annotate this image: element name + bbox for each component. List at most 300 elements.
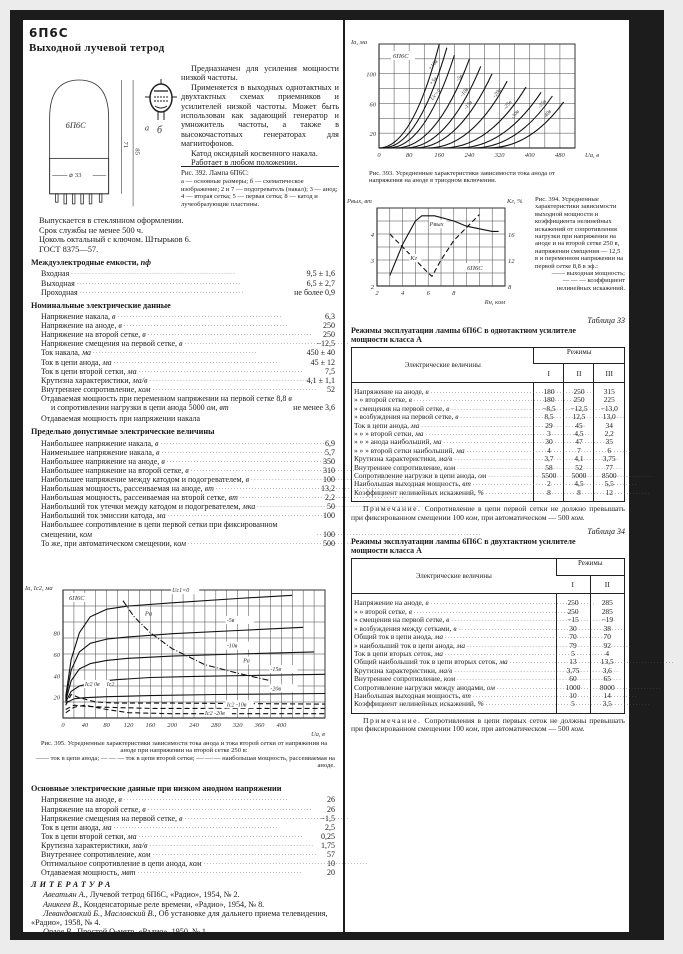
leader-dots (153, 385, 325, 394)
low-voltage-heading: Основные электрические данные при низком анодном напряжении (31, 784, 282, 793)
leader-dots (497, 684, 552, 692)
capacitances-rows (41, 269, 335, 296)
table-row-unit: ма (499, 657, 508, 667)
spec-label: Наименьшее напряжение накала, (41, 447, 154, 457)
spec-unit: ком (79, 529, 92, 539)
leader-dots (168, 511, 321, 520)
table-cell: 58 (534, 464, 564, 472)
x-tick-label: 80 (405, 152, 413, 159)
spec-row (41, 339, 335, 348)
table-cell: 70 (556, 633, 590, 641)
table-cell: 30 (556, 625, 590, 633)
fig394-legend-solid (535, 270, 625, 277)
leader-dots (454, 455, 529, 463)
leader-dots (184, 339, 314, 348)
table-row-label: Крутизна характеристики, (354, 665, 437, 675)
table-row-label: Коэффициент нелинейных искажений, (354, 699, 476, 709)
spec-label: Наибольший ток утечки между катодом и подогревателем, (41, 502, 241, 512)
note-unit: ком, (465, 724, 480, 734)
label-a: а (144, 122, 150, 133)
table-row-label: Коэффициент нелинейных искажений, (354, 487, 476, 497)
x-tick-label: 160 (434, 152, 445, 159)
note-unit: ком, (465, 512, 480, 522)
table-cell: 70 (590, 633, 624, 641)
leader-dots (459, 625, 552, 633)
table-mode-header: I (571, 580, 574, 590)
spec-unit: ма (127, 366, 137, 376)
series-label: -20в (270, 686, 282, 693)
table-row-unit: ма (434, 632, 444, 642)
power-line2-unit: ом, вт (206, 403, 229, 413)
spec-unit: ма (102, 822, 112, 832)
table-row-label: Наибольшая выходная мощность, (354, 479, 461, 489)
leader-dots (421, 422, 529, 430)
series-label: -5в (226, 618, 235, 624)
table-row-label: » возбуждения между сетками, (354, 623, 452, 633)
spec-row (41, 832, 335, 841)
table-cell: −15 (556, 616, 590, 624)
table-cell: 2 (534, 480, 564, 488)
series-label: -20в (491, 87, 503, 100)
spec-unit: ма (127, 831, 137, 841)
table-cell: 5 (556, 700, 590, 708)
spec-label: Наибольшее напряжение на аноде, (41, 456, 160, 466)
table-row-unit: вт (462, 690, 471, 700)
literature-author: Аникеев В., (43, 899, 82, 909)
x-tick-label: 160 (145, 722, 156, 729)
spec-unit: ма/в (132, 840, 148, 850)
table-cell: 250 (556, 608, 590, 616)
spec-label: Ток в цепи анода, (41, 822, 101, 832)
nominal-heading: Номинальные электрические данные (31, 300, 171, 310)
nominal-power (41, 394, 335, 423)
spec-unit: в (179, 339, 183, 349)
spec-unit: ма (156, 511, 166, 521)
legend-dashed-sample: — — — (100, 754, 124, 762)
fig392-schematic (143, 76, 179, 136)
series-label: Ic2 0в (84, 682, 100, 688)
spec-value: 57 (327, 849, 335, 859)
spec-row (41, 868, 335, 877)
table-cell: 4,1 (564, 455, 594, 463)
spec-value: 20 (327, 868, 335, 878)
table34-number: Таблица 34 (587, 527, 625, 537)
y-left-axis-label: Pвых, вт (347, 198, 372, 205)
y-tick-label: 4 (370, 232, 374, 239)
table-row-unit: в (425, 598, 429, 608)
spec-label: Внутреннее сопротивление, (41, 849, 137, 859)
left-column (23, 20, 341, 937)
spec-value: 500 (323, 538, 335, 548)
table-cell: 12 (594, 489, 624, 497)
table-cell: 35 (594, 438, 624, 446)
note-body: Сопротивления в цепи первых сеток не должны превышать при фиксированном смещении 100 (351, 715, 625, 734)
table34-grid (352, 559, 624, 712)
table-row-label: Общий наибольший ток в цепи вторых сеток, (354, 657, 498, 667)
fig392-caption-body: а — основные размеры; б — схематическое изображение; 2 и 7 — подогреватель (накал); 3 — анод; 4 — вторая сетка; 5 — первая сетка; 8 — катод и лучеобразующие пластины. (181, 178, 338, 208)
bulb-label: 6П6С (65, 120, 86, 131)
release-line: ГОСТ 8375—57. (39, 244, 99, 254)
note-unit: ком. (571, 512, 585, 522)
leader-dots (251, 475, 321, 484)
spec-value: 1,75 (321, 840, 335, 850)
spec-value: 0,25 (321, 831, 335, 841)
table-cell: 250 (564, 388, 594, 396)
table-row-unit: вт (462, 479, 471, 489)
x-axis-label: Ua, в (310, 731, 325, 738)
spec-value: 10 (327, 859, 335, 869)
spec-unit: в (185, 465, 189, 475)
leader-dots (138, 868, 325, 877)
spec-value: 350 (323, 456, 335, 466)
table34-title: Режимы эксплуатации лампы 6П6С в двухтактном усилителе мощности класса А (351, 537, 576, 556)
spec-label: Крутизна характеристики, (41, 375, 131, 385)
y-axis-label: Ia, ма (351, 39, 368, 46)
chart-inset-label: 6П6С (69, 595, 85, 602)
dim-71: 71 (121, 141, 129, 149)
y-tick-label: 60 (369, 101, 376, 109)
legend-dashdot-label: наибольшая мощность, рассеиваемая на аноде. (222, 754, 335, 770)
literature-section (31, 880, 335, 936)
table-cell: −19 (590, 616, 624, 624)
spec-label: Напряжение на аноде, (41, 795, 117, 805)
spec-unit: ком (138, 384, 151, 394)
y-tick-label: 3 (370, 258, 374, 265)
leader-dots (204, 859, 325, 868)
spec-unit: в (161, 456, 165, 466)
spec-row (41, 502, 335, 511)
leader-dots (431, 599, 552, 607)
legend-dashed-sample: — — — (562, 277, 586, 285)
note-head: Примечание. (363, 504, 422, 514)
note-head: Примечание. (363, 715, 422, 725)
spec-unit: мвт (121, 868, 136, 878)
spec-value: 100 (323, 511, 335, 521)
table-mode-header: I (547, 368, 550, 378)
spec-unit: в (245, 475, 250, 484)
limits-heading: Предельно допустимые электрические величины (31, 427, 215, 437)
table-cell: 30 (534, 438, 564, 446)
x-tick-label: 8 (452, 290, 456, 297)
series-label: -15в (463, 99, 475, 112)
table-cell: 4,5 (564, 430, 594, 438)
table-cell: 79 (556, 642, 590, 650)
literature-author: Левандовский Б., Масловский В., (43, 908, 157, 918)
spec-label: Ток в цепи второй сетки, (41, 366, 126, 376)
x-tick-label: 40 (81, 722, 89, 729)
spec-unit: ма (81, 348, 92, 358)
leader-dots (488, 472, 529, 480)
x-tick-label: 6 (426, 290, 430, 297)
spec-unit: в (118, 321, 122, 331)
spec-label: Ток накала, (41, 348, 80, 358)
spec-row (41, 520, 335, 538)
tube-type: 6П6С (29, 26, 69, 40)
spec-label: Наибольшее напряжение между катодом и подогревателем, (41, 475, 244, 484)
table-row-label: » смещения на первой сетке, (354, 615, 445, 625)
x-tick-label: 200 (167, 722, 178, 729)
leader-dots (149, 841, 319, 850)
y-right-tick-label: 12 (508, 258, 515, 265)
spec-label: Ток в цепи второй сетки, (41, 831, 126, 841)
low-voltage-rows (41, 795, 335, 877)
leader-dots (77, 279, 305, 288)
literature-list (31, 890, 335, 936)
spec-label: Наибольшее напряжение на второй сетке, (41, 465, 184, 475)
note-mid: при автоматическом — 500 (481, 724, 570, 734)
table-cell: 29 (534, 422, 564, 430)
spec-unit: ма/в (132, 375, 148, 385)
leader-dots (431, 388, 530, 396)
dim-85: 85 (133, 148, 141, 156)
x-axis-label: Rн, ком (484, 299, 505, 306)
leader-dots (451, 405, 529, 413)
legend-dashed-label: коэффициент нелинейных искажений. (556, 277, 625, 292)
literature-text: Лучевой тетрод 6П6С, «Радио», 1954, № 2. (89, 890, 240, 900)
spec-row (41, 367, 335, 376)
table-row-unit: ма (434, 648, 443, 658)
table-row (352, 489, 624, 497)
table-row-label: » смещения на первой сетке, (354, 403, 445, 413)
table-row-unit: ма/в (438, 454, 453, 464)
table-row-label: Наибольшая выходная мощность, (354, 690, 461, 700)
table-row-unit: ом (478, 471, 487, 481)
spec-value: 9,5 ± 1,6 (306, 269, 335, 279)
leader-dots (486, 700, 552, 708)
low-voltage-section (31, 784, 335, 877)
series-label: -15в (270, 667, 282, 674)
spec-label: Выходная (41, 278, 75, 288)
spec-row (41, 269, 335, 278)
leader-dots (191, 466, 321, 475)
x-tick-label: 400 (276, 722, 287, 729)
table-cell: 250 (564, 396, 594, 404)
series-label: Ic2 -20в (204, 710, 225, 717)
leader-dots (460, 413, 529, 421)
table-cell: 45 (564, 422, 594, 430)
literature-item (31, 909, 335, 927)
spec-row (41, 439, 335, 448)
limits-rows (41, 439, 335, 548)
x-tick-label: 400 (524, 152, 535, 159)
series-label: -10в (459, 86, 471, 99)
power-line1-unit: в (288, 393, 292, 403)
fig392-tube-drawing (37, 60, 155, 218)
table-cell: 1000 (556, 684, 590, 692)
spec-label: Наибольшая мощность, рассеиваемая на аноде, (41, 484, 203, 494)
table-cell: 12,5 (564, 413, 594, 421)
spec-row (41, 279, 335, 288)
table-cell: 8,5 (534, 413, 564, 421)
table-cell: 285 (590, 599, 624, 607)
fig392-caption-head: Рис. 392. Лампа 6П6С: (181, 169, 249, 177)
power-line1-text: Отдаваемая мощность при переменном напряжении на первой сетке 8,8 (41, 393, 287, 403)
table-modes-header: Режимы (556, 559, 624, 575)
spec-row (41, 795, 335, 804)
label-b: б (157, 125, 163, 136)
tables-flow (351, 316, 625, 734)
series-label: Uc=0 (429, 88, 443, 102)
table-cell: 14 (590, 692, 624, 700)
fig393-chart (349, 28, 600, 170)
leader-dots (114, 823, 323, 832)
spec-unit: ком (189, 859, 202, 869)
leader-dots (510, 658, 552, 666)
spec-value: 26 (327, 804, 335, 814)
leader-dots (257, 502, 325, 511)
spec-unit: мка (242, 502, 256, 512)
table-cell: 52 (564, 464, 594, 472)
y-tick-label: 60 (53, 652, 60, 659)
legend-solid-sample: —— (551, 270, 565, 278)
table-cell: 5 (556, 650, 590, 658)
spec-row (41, 841, 335, 850)
spec-value: 2,5 (325, 822, 335, 832)
table-row-unit: ком (443, 674, 456, 684)
spec-unit: ком (138, 849, 151, 859)
y-tick-label: 80 (53, 630, 60, 638)
table-row-unit: в (455, 412, 459, 422)
spec-unit: в (118, 795, 122, 805)
series-label: Uc1=0 (172, 588, 190, 595)
kg-curve-label: Kг (410, 255, 418, 262)
leader-dots (80, 288, 292, 297)
table-cell: 92 (590, 642, 624, 650)
table-row-unit: % (477, 487, 484, 497)
table-col-header: Электрические величины (415, 572, 492, 581)
table-row-label: Ток в цепи вторых сеток, (354, 648, 433, 658)
table-cell: 315 (594, 388, 624, 396)
literature-text: Об установке для дальнего приема телевидения, «Радио», 1958, № 4. (31, 908, 328, 928)
spec-value: 310 (323, 465, 335, 475)
literature-author: Орлов В., (43, 927, 76, 937)
table-cell: 38 (590, 625, 624, 633)
power-value: не менее 3,6 (293, 403, 335, 413)
table-row-label: Крутизна характеристики, (354, 454, 437, 464)
leader-dots (114, 358, 309, 367)
literature-heading: ЛИТЕРАТУРА (31, 880, 114, 890)
dim-diameter: ⌀ 33 (69, 171, 82, 179)
table-row-unit: в (446, 615, 450, 625)
leader-dots (149, 376, 304, 385)
spec-label: Наибольший ток эмиссии катода, (41, 511, 155, 521)
spec-unit: в (142, 330, 146, 340)
series-line (66, 705, 325, 714)
legend-solid-label: выходная мощность; (566, 270, 625, 278)
leader-dots (118, 312, 323, 321)
table-row-label: » » второй сетке, (354, 606, 407, 616)
x-tick-label: 320 (494, 152, 505, 159)
y-axis-label: Ia, Ic2, ма (25, 585, 53, 592)
table-cell: 2,2 (594, 430, 624, 438)
spec-value: 6,5 ± 2,7 (306, 278, 335, 288)
table-row-label: Сопротивление нагрузки между анодами, (354, 682, 485, 692)
capacitances-heading-unit: пф (140, 258, 152, 267)
x-tick-label: 4 (400, 290, 405, 297)
table-cell: 65 (590, 675, 624, 683)
leader-dots (184, 814, 318, 823)
spec-row (41, 493, 335, 502)
power-line1 (41, 394, 335, 403)
table-cell: 7 (564, 447, 594, 455)
fig395-caption-title: Рис. 395. Усредненные характеристики зависимости тока анода и тока второй сетки от напряжения на аноде при напряжении на второй сетке 250 в: (40, 740, 328, 755)
table-row-unit: ма (415, 429, 424, 439)
table-cell: 3 (534, 430, 564, 438)
table-row-label: » » » второй сетки, (354, 429, 414, 439)
y-right-tick-label: 16 (508, 232, 515, 239)
y-right-axis-label: Kг, % (507, 198, 523, 205)
spec-unit: вт (204, 484, 214, 494)
leader-dots (486, 489, 530, 497)
table-row-unit: ма (456, 445, 465, 455)
spec-row (41, 805, 335, 814)
legend-dashed-label: ток в цепи второй сетки; (125, 754, 195, 762)
spec-value: 2,2 (325, 493, 335, 503)
table-mode-header: II (564, 364, 594, 383)
spec-label: Напряжение на второй сетке, (41, 804, 141, 814)
table-cell: −8,5 (534, 405, 564, 413)
tube-pins (56, 194, 102, 204)
release-info (39, 216, 339, 254)
y-tick-label: 20 (53, 694, 60, 702)
table-cell: 8 (534, 489, 564, 497)
leader-dots (139, 832, 319, 841)
series-label: +10в (427, 59, 440, 72)
spec-label: То же, при автоматическом смещении, (41, 538, 172, 548)
table-row-label: » возбуждения на первой сетке, (354, 412, 454, 422)
release-line: Выпускается в стеклянном оформлении. (39, 216, 184, 225)
spec-value: 100 (323, 529, 335, 539)
literature-item (31, 927, 335, 936)
spec-unit: ком (173, 538, 186, 548)
table-row-label: » » второй сетке, (354, 395, 407, 405)
table-modes-header: Режимы (534, 348, 624, 364)
table-mode-header: II (590, 575, 624, 594)
table-cell: −12,5 (564, 405, 594, 413)
nominal-section (31, 301, 335, 424)
fig395-caption (33, 740, 335, 770)
spec-row (41, 385, 335, 394)
spec-row (41, 448, 335, 457)
capacitances-section (31, 258, 335, 297)
note-body: Сопротивление в цепи первой сетки не должно превышать при фиксированном смещении 100 (351, 504, 625, 522)
literature-text: Простой Q-метр, «Радио», 1950, № 1. (77, 927, 209, 937)
literature-item (31, 900, 335, 909)
fig394-caption (535, 196, 625, 292)
spec-label: Напряжение накала, (41, 312, 111, 322)
intro-p3: Катод оксидный косвенного накала. (191, 148, 318, 158)
table-row-label: » » » анода наибольший, (354, 437, 432, 447)
leader-dots (161, 448, 323, 457)
series-label: Pa (243, 658, 250, 665)
table-cell: 180 (534, 396, 564, 404)
spec-label: Внутреннее сопротивление, (41, 384, 137, 394)
document-page (23, 20, 629, 937)
pa-label: Pa (144, 610, 153, 618)
table-cell: 3,7 (534, 455, 564, 463)
legend-solid-label: ток в цепи анода; (50, 754, 100, 762)
series-line (66, 695, 325, 709)
literature-item (31, 890, 335, 899)
release-line: Цоколь октальный с ключом. Штырьков 6. (39, 235, 191, 245)
table-cell: 47 (564, 438, 594, 446)
table-row-label: » наибольший ток в цепи анода, (354, 640, 455, 650)
table-cell: 34 (594, 422, 624, 430)
series-line (388, 55, 454, 148)
spec-value: −12,5 (316, 339, 335, 349)
spec-label: Напряжение на аноде, (41, 321, 117, 331)
spec-label: Напряжение смещения на первой сетке, (41, 339, 177, 349)
